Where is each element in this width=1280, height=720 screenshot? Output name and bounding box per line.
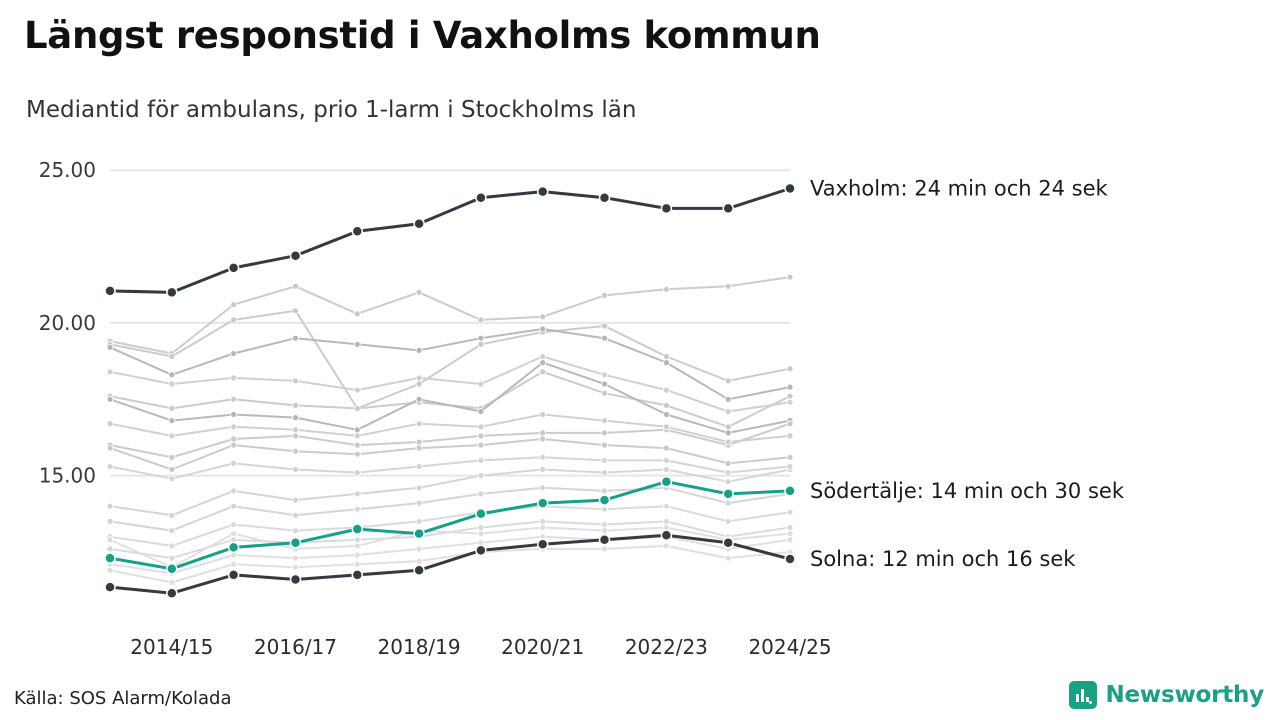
data-point <box>602 457 608 463</box>
data-point <box>600 193 610 203</box>
data-point <box>354 506 360 512</box>
data-point <box>293 433 299 439</box>
data-point <box>787 366 793 372</box>
data-point <box>354 543 360 549</box>
series-solna <box>105 530 795 598</box>
data-point <box>725 500 731 506</box>
data-point <box>293 448 299 454</box>
data-point <box>600 535 610 545</box>
data-point <box>663 467 669 473</box>
data-point <box>105 553 115 563</box>
data-point <box>229 263 239 273</box>
data-point <box>787 454 793 460</box>
data-point <box>785 486 795 496</box>
data-point <box>787 384 793 390</box>
data-point <box>107 546 113 552</box>
series-kommun-11 <box>107 467 793 519</box>
data-point <box>478 473 484 479</box>
data-point <box>476 509 486 519</box>
data-point <box>478 335 484 341</box>
data-point <box>416 464 422 470</box>
data-point <box>787 393 793 399</box>
data-point <box>169 580 175 586</box>
data-point <box>416 558 422 564</box>
data-point <box>787 433 793 439</box>
data-point <box>478 409 484 415</box>
data-point <box>293 378 299 384</box>
brand-logo <box>1069 681 1264 709</box>
y-axis-tick-label: 15.00 <box>38 463 96 488</box>
series-line <box>110 189 790 293</box>
data-point <box>725 396 731 402</box>
data-point <box>293 402 299 408</box>
data-point <box>354 537 360 543</box>
data-point <box>414 565 424 575</box>
data-point <box>785 554 795 564</box>
data-point <box>725 470 731 476</box>
data-point <box>540 467 546 473</box>
data-point <box>476 193 486 203</box>
source-note: Källa: SOS Alarm/Kolada <box>14 688 232 709</box>
data-point <box>725 460 731 466</box>
data-point <box>478 317 484 323</box>
data-point <box>602 418 608 424</box>
data-point <box>416 347 422 353</box>
series-line <box>110 546 790 583</box>
data-point <box>231 531 237 537</box>
series-annotation-label: Solna: 12 min och 16 sek <box>810 546 1076 571</box>
data-point <box>416 396 422 402</box>
data-point <box>354 470 360 476</box>
data-point <box>169 405 175 411</box>
data-point <box>602 470 608 476</box>
data-point <box>602 442 608 448</box>
brand-name: Newsworthy <box>1105 682 1264 708</box>
data-point <box>354 451 360 457</box>
data-point <box>478 433 484 439</box>
data-point <box>602 506 608 512</box>
data-point <box>540 412 546 418</box>
data-point <box>663 387 669 393</box>
data-point <box>416 421 422 427</box>
data-point <box>602 488 608 494</box>
x-axis-tick-label: 2014/15 <box>130 635 214 659</box>
data-point <box>169 381 175 387</box>
data-point <box>602 522 608 528</box>
data-point <box>478 381 484 387</box>
data-point <box>354 405 360 411</box>
data-point <box>416 518 422 524</box>
data-point <box>416 289 422 295</box>
x-axis-tick-label: 2020/21 <box>501 635 585 659</box>
data-point <box>105 286 115 296</box>
data-point <box>107 464 113 470</box>
data-point <box>723 538 733 548</box>
data-point <box>107 518 113 524</box>
series-kommun-16 <box>107 543 793 586</box>
series-kommun-20 <box>107 525 793 571</box>
data-point <box>231 436 237 442</box>
data-point <box>107 396 113 402</box>
newsworthy-logo-icon <box>1069 681 1097 709</box>
data-point <box>105 582 115 592</box>
data-point <box>602 323 608 329</box>
series-line <box>110 277 790 353</box>
data-point <box>352 226 362 236</box>
data-point <box>293 512 299 518</box>
data-point <box>663 457 669 463</box>
series-line <box>110 415 790 443</box>
data-point <box>787 399 793 405</box>
data-point <box>540 436 546 442</box>
data-point <box>538 539 548 549</box>
data-point <box>169 454 175 460</box>
page-title: Längst responstid i Vaxholms kommun <box>24 14 821 57</box>
data-point <box>354 491 360 497</box>
data-point <box>416 439 422 445</box>
data-point <box>231 522 237 528</box>
data-point <box>231 488 237 494</box>
data-point <box>787 274 793 280</box>
data-point <box>293 283 299 289</box>
data-point <box>293 564 299 570</box>
data-point <box>169 372 175 378</box>
data-point <box>354 341 360 347</box>
data-point <box>663 402 669 408</box>
data-point <box>538 187 548 197</box>
data-point <box>231 396 237 402</box>
data-point <box>167 287 177 297</box>
data-point <box>291 538 301 548</box>
data-point <box>663 424 669 430</box>
data-point <box>231 351 237 357</box>
line-chart <box>0 140 1280 670</box>
data-point <box>291 251 301 261</box>
data-point <box>231 375 237 381</box>
data-point <box>107 503 113 509</box>
data-point <box>540 454 546 460</box>
data-point <box>169 467 175 473</box>
data-point <box>663 412 669 418</box>
data-point <box>231 561 237 567</box>
data-point <box>725 424 731 430</box>
data-point <box>293 335 299 341</box>
x-axis-tick-label: 2024/25 <box>748 635 832 659</box>
data-point <box>231 424 237 430</box>
data-point <box>478 531 484 537</box>
data-point <box>540 518 546 524</box>
data-point <box>725 378 731 384</box>
y-axis-tick-label: 20.00 <box>38 310 96 335</box>
data-point <box>602 528 608 534</box>
data-point <box>478 491 484 497</box>
data-point <box>231 412 237 418</box>
data-point <box>663 543 669 549</box>
data-point <box>416 381 422 387</box>
x-axis-tick-label: 2022/23 <box>624 635 708 659</box>
data-point <box>293 497 299 503</box>
data-point <box>540 360 546 366</box>
data-point <box>663 503 669 509</box>
data-point <box>354 433 360 439</box>
data-point <box>787 525 793 531</box>
series-kommun-19 <box>107 454 793 481</box>
series-line <box>110 535 790 593</box>
chart-canvas <box>0 140 1280 670</box>
data-point <box>231 503 237 509</box>
data-point <box>661 530 671 540</box>
y-axis-tick-label: 25.00 <box>38 158 96 183</box>
x-axis-tick-label: 2016/17 <box>253 635 338 659</box>
data-point <box>787 464 793 470</box>
data-point <box>478 424 484 430</box>
data-point <box>293 528 299 534</box>
data-point <box>416 445 422 451</box>
data-point <box>352 570 362 580</box>
data-point <box>787 421 793 427</box>
data-point <box>291 575 301 585</box>
data-point <box>663 445 669 451</box>
data-point <box>169 418 175 424</box>
data-point <box>538 498 548 508</box>
data-point <box>169 528 175 534</box>
data-point <box>723 489 733 499</box>
data-point <box>354 552 360 558</box>
data-point <box>414 219 424 229</box>
data-point <box>725 518 731 524</box>
data-point <box>352 524 362 534</box>
data-point <box>602 292 608 298</box>
data-point <box>293 427 299 433</box>
series-annotation-label: Vaxholm: 24 min och 24 sek <box>810 176 1108 201</box>
data-point <box>107 344 113 350</box>
data-point <box>169 354 175 360</box>
data-point <box>169 555 175 561</box>
data-point <box>661 203 671 213</box>
data-point <box>167 564 177 574</box>
series-line <box>110 424 790 458</box>
data-point <box>354 387 360 393</box>
data-point <box>293 467 299 473</box>
data-point <box>725 555 731 561</box>
data-point <box>167 588 177 598</box>
data-point <box>602 390 608 396</box>
data-point <box>663 286 669 292</box>
data-point <box>354 442 360 448</box>
data-point <box>354 311 360 317</box>
data-point <box>478 457 484 463</box>
data-point <box>169 543 175 549</box>
data-point <box>293 555 299 561</box>
data-point <box>663 518 669 524</box>
data-point <box>354 427 360 433</box>
data-point <box>723 203 733 213</box>
data-point <box>293 308 299 314</box>
data-point <box>725 283 731 289</box>
data-point <box>231 317 237 323</box>
data-point <box>107 567 113 573</box>
data-point <box>787 531 793 537</box>
data-point <box>602 381 608 387</box>
series-kommun-10 <box>107 436 793 473</box>
series-vaxholm <box>105 184 795 298</box>
series-annotation-label: Södertälje: 14 min och 30 sek <box>810 478 1124 503</box>
data-point <box>107 537 113 543</box>
data-point <box>231 442 237 448</box>
data-point <box>231 302 237 308</box>
data-point <box>231 460 237 466</box>
series-line <box>110 521 790 558</box>
data-point <box>540 326 546 332</box>
data-point <box>229 570 239 580</box>
data-point <box>540 354 546 360</box>
data-point <box>725 479 731 485</box>
data-point <box>725 439 731 445</box>
data-point <box>416 500 422 506</box>
data-point <box>602 546 608 552</box>
data-point <box>169 512 175 518</box>
data-point <box>602 372 608 378</box>
data-point <box>107 421 113 427</box>
data-point <box>169 476 175 482</box>
data-point <box>540 430 546 436</box>
data-point <box>416 375 422 381</box>
data-point <box>540 485 546 491</box>
data-point <box>107 369 113 375</box>
data-point <box>540 314 546 320</box>
data-point <box>725 409 731 415</box>
data-point <box>663 354 669 360</box>
data-point <box>354 561 360 567</box>
data-point <box>785 184 795 194</box>
data-point <box>600 495 610 505</box>
series-line <box>110 311 790 409</box>
data-point <box>293 415 299 421</box>
data-point <box>661 477 671 487</box>
data-point <box>787 537 793 543</box>
data-point <box>663 360 669 366</box>
chart-subtitle: Mediantid för ambulans, prio 1-larm i Stockholms län <box>26 97 637 123</box>
x-axis-tick-label: 2018/19 <box>377 635 461 659</box>
data-point <box>602 335 608 341</box>
data-point <box>478 442 484 448</box>
data-point <box>416 485 422 491</box>
data-point <box>416 546 422 552</box>
data-point <box>540 369 546 375</box>
data-point <box>414 529 424 539</box>
data-point <box>229 542 239 552</box>
data-point <box>478 341 484 347</box>
data-point <box>540 525 546 531</box>
data-point <box>107 445 113 451</box>
data-point <box>169 433 175 439</box>
data-point <box>478 525 484 531</box>
data-point <box>725 430 731 436</box>
data-point <box>602 430 608 436</box>
data-point <box>476 545 486 555</box>
data-point <box>787 509 793 515</box>
